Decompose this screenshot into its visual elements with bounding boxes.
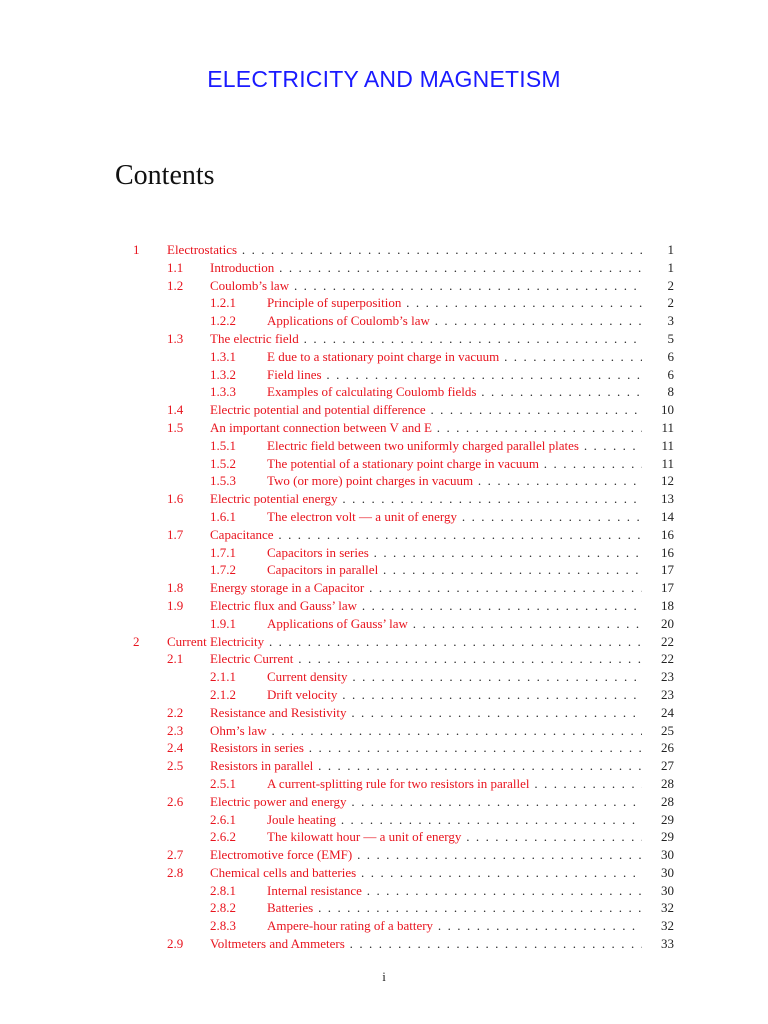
toc-entry-title[interactable]: Ampere-hour rating of a battery . . . [267,917,642,935]
toc-entry[interactable] [0,330,768,348]
toc-entry-number: 1.7 [167,526,184,542]
toc-entry-page[interactable]: 5 [667,330,674,346]
toc-entry-number: 1.5.3 [210,473,236,489]
toc-entry-page[interactable]: 11 [661,419,674,435]
toc-entry-page[interactable]: 1 [667,259,674,275]
toc-entry-number: 2.1.2 [210,686,236,702]
toc-entry-number: 1.7.2 [210,562,236,578]
toc-entry-page[interactable]: 22 [661,651,674,667]
toc-entry[interactable] [0,917,768,935]
toc-entry-page[interactable]: 25 [661,722,674,738]
toc-entry[interactable] [0,793,768,811]
toc-entry-title[interactable]: E due to a stationary point charge in vacuum . . . [267,348,642,366]
toc-entry-page[interactable]: 6 [667,366,674,382]
toc-entry-number: 1.2.1 [210,295,236,311]
toc-entry-title[interactable]: Introduction . . . [210,259,642,277]
toc-entry-number: 2.7 [167,847,184,863]
toc-entry-title[interactable]: Resistors in parallel . . . [210,757,642,775]
toc-entry-number: 1.3.1 [210,348,236,364]
toc-entry-page[interactable]: 11 [661,455,674,471]
toc-entry-title[interactable]: Current density . . . [267,668,642,686]
toc-entry-title[interactable]: A current-splitting rule for two resistors in parallel . . . [267,775,642,793]
toc-entry-number: 2.8.3 [210,918,236,934]
table-of-contents [0,241,768,953]
toc-entry-number: 1.5 [167,419,184,435]
toc-entry-number: 1.3 [167,330,184,346]
toc-entry[interactable] [0,615,768,633]
toc-entry-title[interactable]: The electron volt — a unit of energy . . . [267,508,642,526]
toc-entry-title[interactable]: Resistors in series . . . [210,739,642,757]
toc-entry-page[interactable]: 23 [661,686,674,702]
toc-entry-page[interactable]: 30 [661,864,674,880]
toc-entry-page[interactable]: 10 [661,402,674,418]
toc-entry-number: 1.8 [167,580,184,596]
toc-entry-number: 1.6 [167,491,184,507]
toc-entry[interactable] [0,828,768,846]
toc-entry[interactable] [0,579,768,597]
toc-entry-number: 1.2 [167,277,184,293]
toc-entry-number: 2.4 [167,740,184,756]
toc-entry[interactable] [0,899,768,917]
toc-entry-page[interactable]: 16 [661,526,674,542]
toc-entry[interactable] [0,739,768,757]
toc-entry-page[interactable]: 22 [661,633,674,649]
toc-entry[interactable] [0,259,768,277]
toc-entry[interactable] [0,294,768,312]
toc-entry-page[interactable]: 16 [661,544,674,560]
toc-entry[interactable] [0,882,768,900]
toc-entry-page[interactable]: 28 [661,793,674,809]
toc-entry-page[interactable]: 12 [661,473,674,489]
toc-entry-title[interactable]: Principle of superposition . . . [267,294,642,312]
toc-entry-title[interactable]: Chemical cells and batteries . . . [210,864,642,882]
toc-entry-number: 2.8.2 [210,900,236,916]
toc-entry-title[interactable]: Electric potential and potential difference . . . [210,401,642,419]
toc-entry[interactable] [0,490,768,508]
toc-entry-page[interactable]: 32 [661,900,674,916]
toc-entry[interactable] [0,775,768,793]
toc-entry-page[interactable]: 2 [667,277,674,293]
toc-entry[interactable] [0,597,768,615]
toc-entry-page[interactable]: 30 [661,882,674,898]
toc-entry[interactable] [0,366,768,384]
toc-entry-title[interactable]: Applications of Coulomb’s law . . . [267,312,642,330]
toc-entry-number: 2.3 [167,722,184,738]
toc-entry-number: 2.9 [167,936,184,952]
toc-entry-number: 2.1.1 [210,669,236,685]
toc-entry-page[interactable]: 29 [661,829,674,845]
toc-entry-title[interactable]: Applications of Gauss’ law . . . [267,615,642,633]
toc-entry-number: 2.6.2 [210,829,236,845]
toc-entry[interactable] [0,437,768,455]
toc-entry[interactable] [0,508,768,526]
toc-entry-number: 1.5.2 [210,455,236,471]
toc-entry-page[interactable]: 2 [667,295,674,311]
toc-entry[interactable] [0,348,768,366]
toc-entry-number: 1.3.3 [210,384,236,400]
toc-entry-title[interactable]: Batteries . . . [267,899,642,917]
toc-entry-title[interactable]: Resistance and Resistivity . . . [210,704,642,722]
toc-entry-page[interactable]: 26 [661,740,674,756]
toc-entry-title[interactable]: Electromotive force (EMF) . . . [210,846,642,864]
toc-entry-title[interactable]: Ohm’s law . . . [210,722,642,740]
toc-entry[interactable] [0,650,768,668]
toc-entry[interactable] [0,668,768,686]
toc-entry[interactable] [0,472,768,490]
toc-entry-number: 1.9 [167,597,184,613]
toc-entry[interactable] [0,544,768,562]
toc-entry-title[interactable]: Two (or more) point charges in vacuum . . . [267,472,642,490]
toc-entry-title[interactable]: Examples of calculating Coulomb fields . . . [267,383,642,401]
toc-entry-title[interactable]: Joule heating . . . [267,811,642,829]
toc-entry-number: 2.2 [167,704,184,720]
toc-entry-page[interactable]: 8 [667,384,674,400]
toc-entry-title[interactable]: The electric field . . . [210,330,642,348]
document-title: ELECTRICITY AND MAGNETISM [207,66,561,92]
toc-entry-number: 2.5.1 [210,775,236,791]
toc-entry[interactable] [0,811,768,829]
toc-entry-number: 1.4 [167,402,184,418]
toc-entry-title[interactable]: The kilowatt hour — a unit of energy . . . [267,828,642,846]
toc-entry[interactable] [0,455,768,473]
toc-entry-page[interactable]: 18 [661,597,674,613]
toc-entry[interactable] [0,722,768,740]
toc-entry-page[interactable]: 27 [661,758,674,774]
toc-entry-number: 1.7.1 [210,544,236,560]
toc-entry-page[interactable]: 32 [661,918,674,934]
toc-entry-title[interactable]: Field lines . . . [267,366,642,384]
toc-entry-page[interactable]: 1 [667,242,674,257]
toc-entry[interactable] [0,704,768,722]
toc-entry-number: 2.5 [167,758,184,774]
toc-entry-number: 1.2.2 [210,313,236,329]
toc-entry[interactable] [0,383,768,401]
toc-entry-page[interactable]: 20 [661,615,674,631]
toc-entry[interactable] [0,277,768,295]
toc-entry-title[interactable]: Coulomb’s law . . . [210,277,642,295]
toc-entry-title[interactable]: Current Electricity . . . [167,633,642,651]
toc-entry-page[interactable]: 28 [661,775,674,791]
toc-entry-page[interactable]: 30 [661,847,674,863]
toc-entry-page[interactable]: 17 [661,580,674,596]
toc-entry-title[interactable]: Capacitance . . . [210,526,642,544]
page-number: i [382,969,386,984]
toc-entry-title[interactable]: Electrostatics . . . [167,241,642,259]
contents-heading: Contents [115,160,215,191]
toc-entry-title[interactable]: Capacitors in parallel . . . [267,561,642,579]
toc-entry-page[interactable]: 33 [661,936,674,952]
toc-entry-number: 1.6.1 [210,508,236,524]
toc-entry-number: 1 [133,242,140,257]
toc-entry-number: 2.8.1 [210,882,236,898]
toc-entry[interactable] [0,864,768,882]
toc-entry-number: 2.1 [167,651,184,667]
toc-entry-title[interactable]: Voltmeters and Ammeters . . . [210,935,642,953]
toc-entry-title[interactable]: The potential of a stationary point charge in vacuum . . . [267,455,642,473]
toc-entry-page[interactable]: 13 [661,491,674,507]
toc-entry[interactable] [0,561,768,579]
toc-entry-number: 2.6.1 [210,811,236,827]
toc-entry-page[interactable]: 6 [667,348,674,364]
toc-entry-title[interactable]: Electric field between two uniformly charged parallel plates . . . [267,437,642,455]
toc-entry-page[interactable]: 3 [667,313,674,329]
toc-entry[interactable] [0,935,768,953]
toc-entry-number: 1.9.1 [210,615,236,631]
toc-entry-title[interactable]: Capacitors in series . . . [267,544,642,562]
toc-entry-number: 2.8 [167,864,184,880]
toc-entry-title[interactable]: Electric potential energy . . . [210,490,642,508]
toc-entry-number: 1.5.1 [210,437,236,453]
toc-entry-title[interactable]: Internal resistance . . . [267,882,642,900]
toc-entry-number: 2 [133,633,140,649]
toc-entry[interactable] [0,633,768,651]
toc-entry-title[interactable]: An important connection between V and E . . . [210,419,642,437]
toc-entry[interactable] [0,401,768,419]
toc-entry[interactable] [0,312,768,330]
toc-entry-page[interactable]: 24 [661,704,674,720]
toc-entry[interactable] [0,686,768,704]
toc-entry-page[interactable]: 14 [661,508,674,524]
toc-entry-title[interactable]: Drift velocity . . . [267,686,642,704]
toc-entry[interactable] [0,419,768,437]
toc-entry[interactable] [0,526,768,544]
toc-entry-page[interactable]: 29 [661,811,674,827]
toc-entry-page[interactable]: 17 [661,562,674,578]
toc-entry-title[interactable]: Electric power and energy . . . [210,793,642,811]
toc-entry[interactable] [0,846,768,864]
toc-entry[interactable] [0,757,768,775]
toc-entry-page[interactable]: 23 [661,669,674,685]
toc-entry[interactable] [0,241,768,259]
toc-entry-number: 2.6 [167,793,184,809]
toc-entry-title[interactable]: Energy storage in a Capacitor . . . [210,579,642,597]
toc-entry-number: 1.3.2 [210,366,236,382]
toc-entry-title[interactable]: Electric flux and Gauss’ law . . . [210,597,642,615]
toc-entry-title[interactable]: Electric Current . . . [210,650,642,668]
toc-entry-page[interactable]: 11 [661,437,674,453]
toc-entry-number: 1.1 [167,259,184,275]
